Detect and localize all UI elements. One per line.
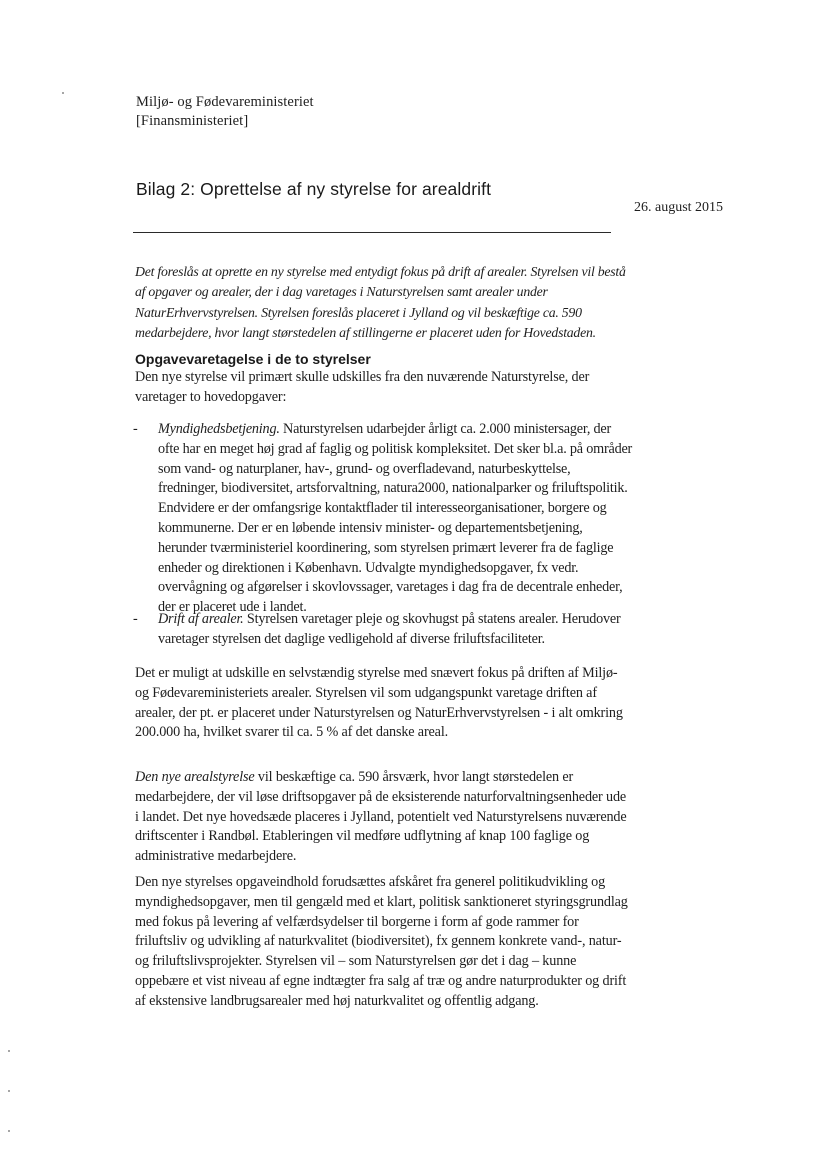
ministry-name: Miljø- og Fødevareministeriet <box>136 94 314 110</box>
intro-summary: Det foreslås at oprette en ny styrelse med entydigt fokus på drift af arealer. Styrelsen vil bestå af opgaver og arealer, der i dag varetages i Naturstyrelsen samt arealer under NaturErhvervstyrelsen. Styrelsen foreslås placeret i Jylland og vil beskæftige ca. 590 medarbejdere, hvor langt størstedelen af stillingerne er placeret uden for Hovedstaden. <box>135 264 626 341</box>
bullet-text <box>158 610 633 650</box>
bullet-dash: - <box>133 611 138 627</box>
scan-speck <box>8 1130 10 1132</box>
document-title: Bilag 2: Oprettelse af ny styrelse for arealdrift <box>136 179 492 199</box>
ministry-block <box>136 93 314 131</box>
section-paragraph-3 <box>135 768 630 867</box>
bullet-body: Styrelsen varetager pleje og skovhugst på statens arealer. Herudover varetager styrelsen det daglige vedligehold af diverse friluftsfaciliteter. <box>158 611 621 647</box>
title-divider <box>133 232 611 233</box>
section-paragraph-1: Den nye styrelse vil primært skulle udskilles fra den nuværende Naturstyrelse, der varetager to hovedopgaver: <box>135 369 590 405</box>
section-paragraph-4: Den nye styrelses opgaveindhold forudsættes afskåret fra generel politikudvikling og myndighedsopgaver, men til gengæld med et klart, politisk sanktioneret styringsgrundlag med fokus på levering af velfærdsydelser til borgerne i form af gode rammer for friluftsliv og udvikling af naturkvalitet (biodiversitet), fx gennem konkrete vand-, natur- og friluftslivsprojekter. Styrelsen vil – som Naturstyrelsen gør det i dag – kunne oppebære et vist niveau af egne indtægter fra salg af træ og andre naturprodukter og drift af ekstensive landbrugsarealer med høj naturkvalitet og offentlig adgang. <box>135 874 628 1009</box>
document-date: 26. august 2015 <box>634 200 724 215</box>
scan-speck <box>62 92 64 94</box>
bullet-lead: Myndighedsbetjening. <box>158 421 280 437</box>
bullet-dash: - <box>133 421 138 437</box>
ministry-name-secondary: [Finansministeriet] <box>136 113 249 129</box>
paragraph-lead: Den nye arealstyrelse <box>135 769 255 785</box>
bullet-text <box>158 420 633 618</box>
section-paragraph-2: Det er muligt at udskille en selvstændig styrelse med snævert fokus på driften af Miljø- og Fødevareministeriets arealer. Styrelsen vil som udgangspunkt varetage driften af arealer, der pt. er placeret under Naturstyrelsen og NaturErhvervstyrelsen - i alt omkring 200.000 ha, hvilket svarer til ca. 5 % af det danske areal. <box>135 665 623 741</box>
scan-speck <box>8 1050 10 1052</box>
bullet-body: Naturstyrelsen udarbejder årligt ca. 2.000 ministersager, der ofte har en meget høj grad af faglig og politisk kompleksitet. Det sker bl.a. på områder som vand- og naturplaner, hav-, grund- og overfladevand, naturbeskyttelse, fredninger, biodiversitet, artsforvaltning, natura2000, nationalparker og friluftspolitik. Endvidere er der omfangsrige kontaktflader til interesseorganisationer, borgere og kommunerne. Der er en løbende intensiv minister- og departementsbetjening, herunder tværministeriel koordinering, som styrelsen primært leverer fra de faglige enheder og direktionen i København. Udvalgte myndighedsopgaver, fx vedr. overvågning og afgørelser i skovlovssager, varetages i dag fra de decentrale enheder, der er placeret ude i landet. <box>158 421 633 616</box>
scan-speck <box>8 1090 10 1092</box>
paragraph-body: vil beskæftige ca. 590 årsværk, hvor langt størstedelen er medarbejdere, der vil løse driftsopgaver på de eksisterende naturforvaltningsenheder ude i landet. Det nye hovedsæde placeres i Jylland, potentielt ved Naturstyrelsens nuværende driftscenter i Randbøl. Etableringen vil medføre udflytning af knap 100 faglige og administrative medarbejdere. <box>135 769 627 865</box>
section-heading: Opgavevaretagelse i de to styrelser <box>135 351 371 367</box>
bullet-lead: Drift af arealer. <box>158 611 244 627</box>
